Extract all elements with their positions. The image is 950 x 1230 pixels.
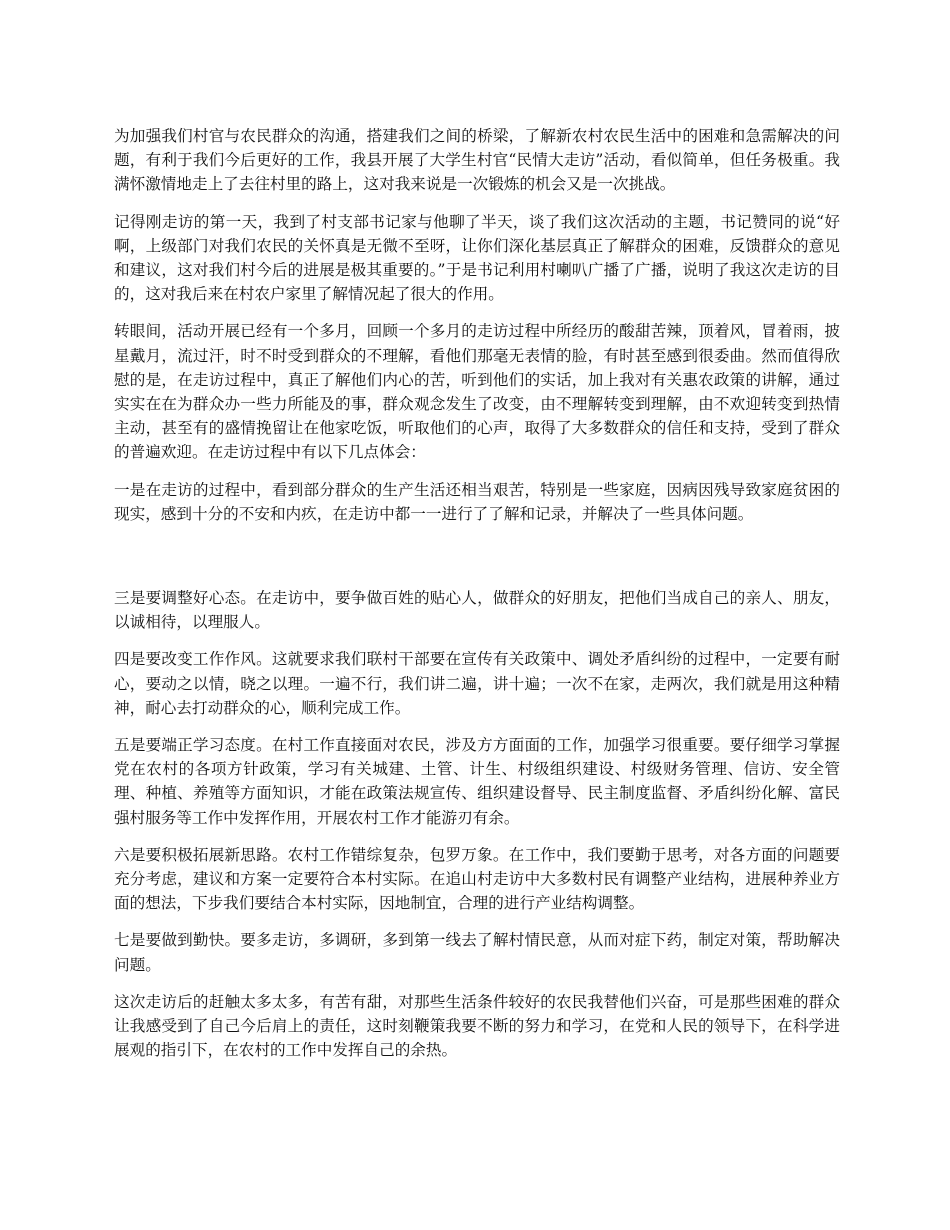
document-body [114,124,840,1076]
paragraph-reflection: 转眼间，活动开展已经有一个多月，回顾一个多月的走访过程中所经历的酸甜苦辣，顶着风，冒着雨，披星戴月，流过汗，时不时受到群众的不理解，看他们那毫无表情的脸，有时甚至感到很委曲。然而值得欣慰的是，在走访过程中，真正了解他们内心的苦，听到他们的实话，加上我对有关惠农政策的讲解，通过实实在在为群众办一些力所能及的事，群众观念发生了改变，由不理解转变到理解，由不欢迎转变到热情主动，甚至有的盛情挽留让在他家吃饭，听取他们的心声，取得了大多数群众的信任和支持，受到了群众的普遍欢迎。在走访过程中有以下几点体会： [114,322,840,462]
paragraph-conclusion: 这次走访后的赶触太多太多，有苦有甜，对那些生活条件较好的农民我替他们兴奋，可是那些困难的群众让我感受到了自己今后肩上的责任，这时刻鞭策我要不断的努力和学习，在党和人民的领导下，在科学进展观的指引下，在农村的工作中发挥自己的余热。 [114,992,840,1060]
paragraph-point-six: 六是要积极拓展新思路。农村工作错综复杂，包罗万象。在工作中，我们要勤于思考，对各方面的问题要充分考虑，建议和方案一定要符合本村实际。在追山村走访中大多数村民有调整产业结构，进展种养业方面的想法，下步我们要结合本村实际，因地制宜，合理的进行产业结构调整。 [114,845,840,913]
paragraph-first-day: 记得刚走访的第一天，我到了村支部书记家与他聊了半天，谈了我们这次活动的主题，书记赞同的说“好啊，上级部门对我们农民的关怀真是无微不至呀，让你们深化基层真正了解群众的困难，反馈群众的意见和建议，这对我们村今后的进展是极其重要的。”于是书记利用村喇叭广播了广播，说明了我这次走访的目的，这对我后来在村农户家里了解情况起了很大的作用。 [114,212,840,304]
paragraph-point-seven: 七是要做到勤快。要多走访，多调研，多到第一线去了解村情民意，从而对症下药，制定对策，帮助解决问题。 [114,931,840,974]
paragraph-point-three: 三是要调整好心态。在走访中，要争做百姓的贴心人，做群众的好朋友，把他们当成自己的亲人、朋友，以诚相待，以理服人。 [114,589,840,632]
paragraph-intro: 为加强我们村官与农民群众的沟通，搭建我们之间的桥梁，了解新农村农民生活中的困难和急需解决的问题，有利于我们今后更好的工作，我县开展了大学生村官“民情大走访”活动，看似简单，但任务极重。我满怀激情地走上了去往村里的路上，这对我来说是一次锻炼的机会又是一次挑战。 [114,127,840,194]
blank-gap [114,539,840,586]
paragraph-point-five: 五是要端正学习态度。在村工作直接面对农民，涉及方方面面的工作，加强学习很重要。要仔细学习掌握党在农村的各项方针政策，学习有关城建、土管、计生、村级组织建设、村级财务管理、信访、安全管理、种植、养殖等方面知识，才能在政策法规宣传、组织建设督导、民主制度监督、矛盾纠纷化解、富民强村服务等工作中发挥作用，开展农村工作才能游刃有余。 [114,736,840,827]
paragraph-point-four: 四是要改变工作作风。这就要求我们联村干部要在宣传有关政策中、调处矛盾纠纷的过程中，一定要有耐心，要动之以情，晓之以理。一遍不行，我们讲二遍，讲十遍；一次不在家，走两次，我们就是用这种精神，耐心去打动群众的心，顺利完成工作。 [114,650,840,717]
paragraph-point-one: 一是在走访的过程中，看到部分群众的生产生活还相当艰苦，特别是一些家庭，因病因残导致家庭贫困的现实，感到十分的不安和内疚，在走访中都一一进行了了解和记录，并解决了一些具体问题。 [114,480,840,523]
